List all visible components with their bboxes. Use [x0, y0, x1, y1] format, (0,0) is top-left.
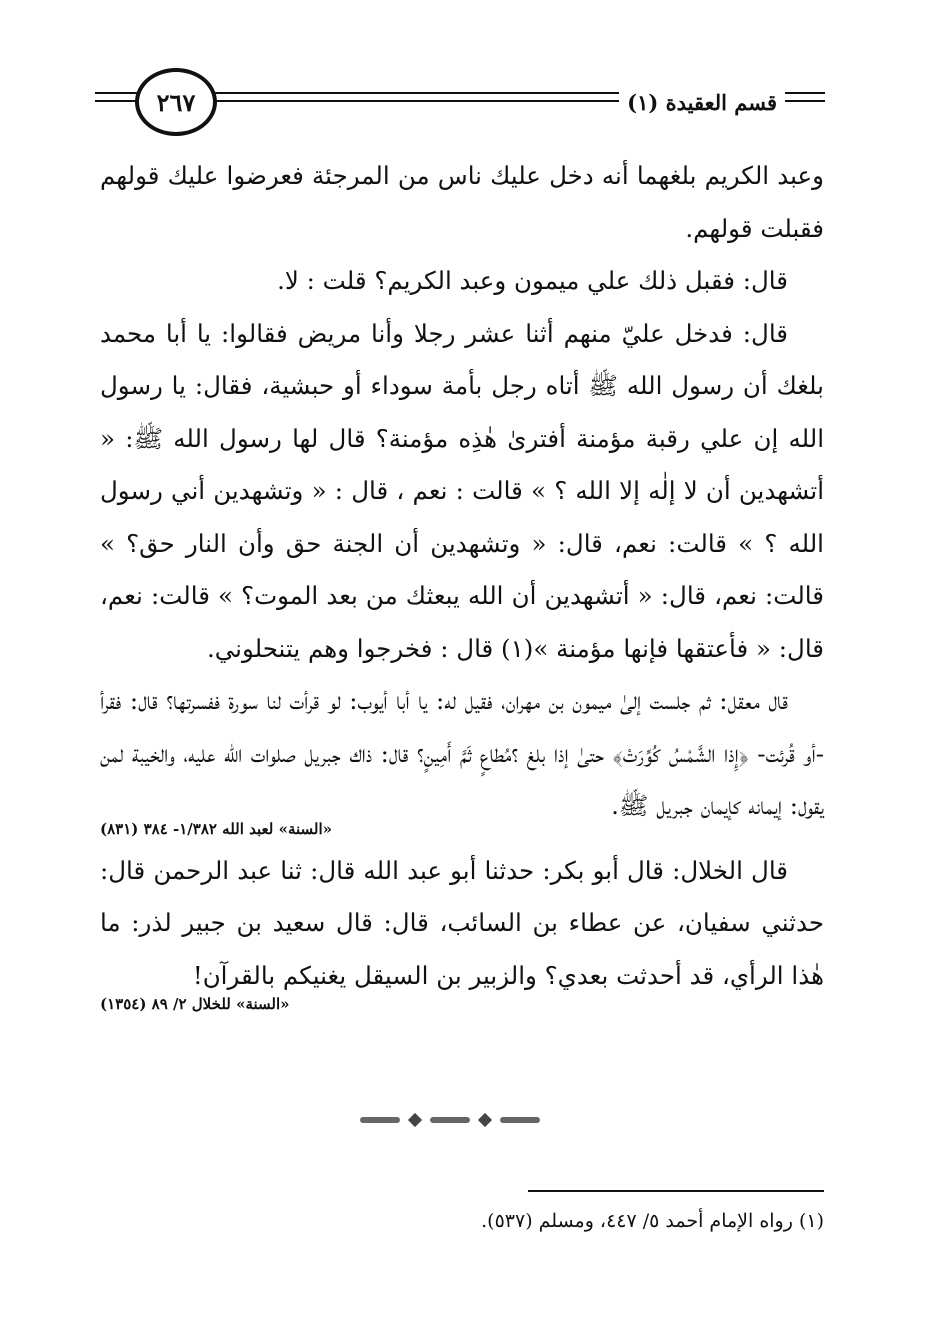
footnote: (١) رواه الإمام أحمد ٥/ ٤٤٧، ومسلم (٥٣٧). [481, 1210, 824, 1232]
section-ornament [360, 1110, 540, 1130]
page-number: ٢٦٧ [156, 87, 196, 117]
citation-1: «السنة» لعبد الله ١/٣٨٢- ٣٨٤ (٨٣١) [100, 819, 333, 838]
paragraph-5: قال الخلال: قال أبو بكر: حدثنا أبو عبد الله قال: ثنا عبد الرحمن قال: حدثني سفيان، عن عطاء بن السائب، قال: قال سعيد بن جبير لذر: ما هٰذا الرأي، قد أحدثت بعدي؟ والزبير بن السيقل يغنيكم بالقرآن! [100, 855, 824, 990]
footnote-separator [528, 1190, 824, 1192]
paragraph-1: وعبد الكريم بلغهما أنه دخل عليك ناس من المرجئة فعرضوا عليك قولهم فقبلت قولهم. [100, 161, 824, 243]
section-title: قسم العقيدة (١) [619, 90, 785, 115]
ornament-diamond [408, 1113, 422, 1127]
paragraph-4: قال معقل: ثم جلست إلىٰ ميمون بن مهران، فقيل له: يا أبا أيوب: لو قرأت لنا سورة ففسرتها؟ قال: فقرأ -أو قُرئت- ﴿إِذا الشَّمْسُ كُوِّرَتْ﴾ حتىٰ إذا بلغ ؟مُطاعٍ ثَمَّ أَمِينٍ؟ قال: ذاك جبريل صلوات الله عليه، والخيبة لمن يقول: إيمانه كإيمان جبريل ﷺ. [100, 686, 824, 820]
ornament-diamond [478, 1113, 492, 1127]
ornament-bar [500, 1117, 540, 1123]
paragraph-2: قال: فقبل ذلك علي ميمون وعبد الكريم؟ قلت : لا. [277, 266, 788, 295]
citation-2: «السنة» للخلال ٢/ ٨٩ (١٣٥٤) [100, 995, 290, 1013]
running-header [95, 68, 825, 132]
page-number-circle [135, 68, 217, 136]
paragraph-3: قال: فدخل عليّ منهم أثنا عشر رجلا وأنا مريض فقالوا: يا أبا محمد بلغك أن رسول الله ﷺ أتاه رجل بأمة سوداء أو حبشية، فقال: يا رسول الله إن علي رقبة مؤمنة أفترىٰ هٰذِه مؤمنة؟ قال لها رسول الله ﷺ: « أتشهدين أن لا إلٰه إلا الله ؟ » قالت : نعم ، قال : « وتشهدين أني رسول الله ؟ » قالت: نعم، قال: « وتشهدين أن الجنة حق وأن النار حق؟ » قالت: نعم، قال: « أتشهدين أن الله يبعثك من بعد الموت؟ » قالت: نعم، قال: « فأعتقها فإنها مؤمنة »(١) قال : فخرجوا وهم يتنحلوني. [100, 318, 824, 663]
ornament-bar [430, 1117, 470, 1123]
ornament-bar [360, 1117, 400, 1123]
main-text [100, 150, 824, 1020]
